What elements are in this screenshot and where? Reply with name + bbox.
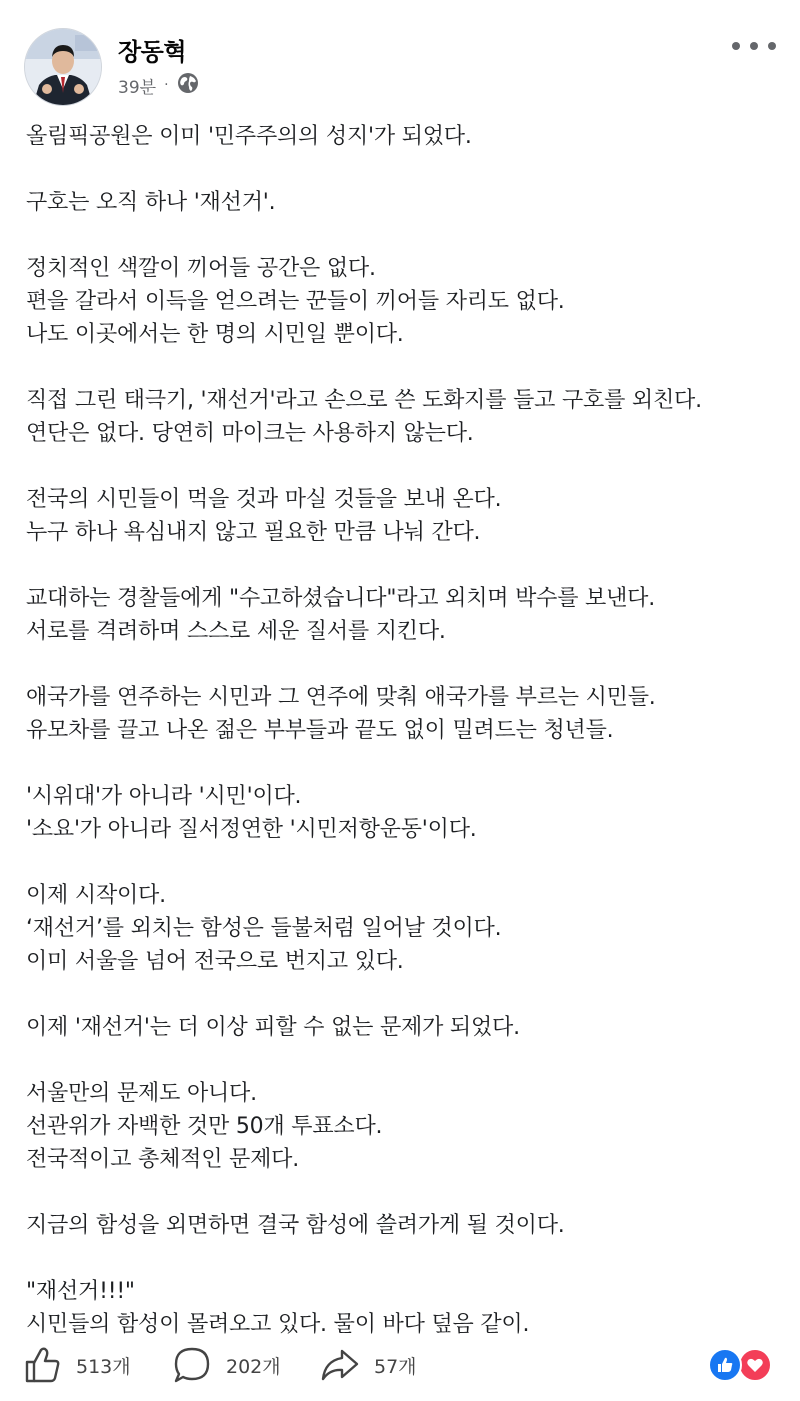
- paragraph-gap: [26, 219, 776, 252]
- more-dot: [750, 42, 758, 50]
- post-time[interactable]: 39분: [118, 77, 157, 98]
- post-text-line: 서울만의 문제도 아니다.: [26, 1081, 257, 1106]
- post-text-line: 연단은 없다. 당연히 마이크는 사용하지 않는다.: [26, 421, 474, 446]
- action-bar: [22, 1342, 778, 1388]
- post-text-line: 나도 이곳에서는 한 명의 시민일 뿐이다.: [26, 322, 404, 347]
- avatar[interactable]: [24, 28, 102, 106]
- like-reaction-icon: [708, 1348, 742, 1382]
- paragraph-gap: [26, 1044, 776, 1077]
- post-text-line: 교대하는 경찰들에게 "수고하셨습니다"라고 외치며 박수를 보낸다.: [26, 586, 656, 611]
- paragraph-gap: [26, 450, 776, 483]
- more-options-icon[interactable]: [732, 32, 776, 60]
- post-text-line: 유모차를 끌고 나온 젊은 부부들과 끝도 없이 밀려드는 청년들.: [26, 718, 614, 743]
- post-text-line: 서로를 격려하며 스스로 세운 질서를 지킨다.: [26, 619, 446, 644]
- paragraph-gap: [26, 153, 776, 186]
- thumbs-up-icon: [22, 1345, 62, 1385]
- post-text-line: '시위대'가 아니라 '시민'이다.: [26, 784, 302, 809]
- post-text-line: 전국의 시민들이 먹을 것과 마실 것들을 보내 온다.: [26, 487, 502, 512]
- comment-bubble-icon: [172, 1345, 212, 1385]
- share-arrow-icon: [320, 1345, 360, 1385]
- post-text-line: 이제 '재선거'는 더 이상 피할 수 없는 문제가 되었다.: [26, 1015, 520, 1040]
- post-text-line: 편을 갈라서 이득을 얻으려는 꾼들이 끼어들 자리도 없다.: [26, 289, 565, 314]
- post-text-line: 직접 그린 태극기, '재선거'라고 손으로 쓴 도화지를 들고 구호를 외친다.: [26, 388, 702, 413]
- more-dot: [732, 42, 740, 50]
- like-count: 513개: [76, 1355, 131, 1378]
- post-meta: [118, 72, 199, 98]
- paragraph-gap: [26, 648, 776, 681]
- post-text-line: 정치적인 색깔이 끼어들 공간은 없다.: [26, 256, 376, 281]
- paragraph-gap: [26, 846, 776, 879]
- post-text-line: 누구 하나 욕심내지 않고 필요한 만큼 나눠 간다.: [26, 520, 481, 545]
- post-text-line: 이제 시작이다.: [26, 883, 166, 908]
- post-text-line: 지금의 함성을 외면하면 결국 함성에 쓸려가게 될 것이다.: [26, 1213, 565, 1238]
- author-name[interactable]: 장동혁: [118, 38, 187, 66]
- share-button[interactable]: [320, 1342, 417, 1388]
- paragraph-gap: [26, 1242, 776, 1275]
- post-body: [26, 120, 776, 1341]
- post-text-line: 선관위가 자백한 것만 50개 투표소다.: [26, 1114, 383, 1139]
- post-text-line: 시민들의 함성이 몰려오고 있다. 물이 바다 덮음 같이.: [26, 1312, 530, 1337]
- comment-button[interactable]: [172, 1342, 281, 1388]
- post-text-line: '소요'가 아니라 질서정연한 '시민저항운동'이다.: [26, 817, 477, 842]
- comment-count: 202개: [226, 1355, 281, 1378]
- paragraph-gap: [26, 1176, 776, 1209]
- post-text-line: 애국가를 연주하는 시민과 그 연주에 맞춰 애국가를 부르는 시민들.: [26, 685, 656, 710]
- post-text-line: 구호는 오직 하나 '재선거'.: [26, 190, 276, 215]
- paragraph-gap: [26, 978, 776, 1011]
- post-header: [24, 28, 776, 108]
- post-text-line: ‘재선거’를 외치는 함성은 들불처럼 일어날 것이다.: [26, 916, 502, 941]
- paragraph-gap: [26, 351, 776, 384]
- love-reaction-icon: [738, 1348, 772, 1382]
- meta-separator: ·: [164, 77, 169, 93]
- post-text-line: 전국적이고 총체적인 문제다.: [26, 1147, 300, 1172]
- more-dot: [768, 42, 776, 50]
- globe-icon: [177, 72, 199, 99]
- post-text-line: "재선거!!!": [26, 1279, 135, 1304]
- reaction-summary[interactable]: [708, 1348, 774, 1382]
- post-text-line: 올림픽공원은 이미 '민주주의의 성지'가 되었다.: [26, 124, 472, 149]
- paragraph-gap: [26, 747, 776, 780]
- paragraph-gap: [26, 549, 776, 582]
- share-count: 57개: [374, 1355, 417, 1378]
- like-button[interactable]: [22, 1342, 131, 1388]
- avatar-photo: [25, 29, 101, 105]
- post-text-line: 이미 서울을 넘어 전국으로 번지고 있다.: [26, 949, 404, 974]
